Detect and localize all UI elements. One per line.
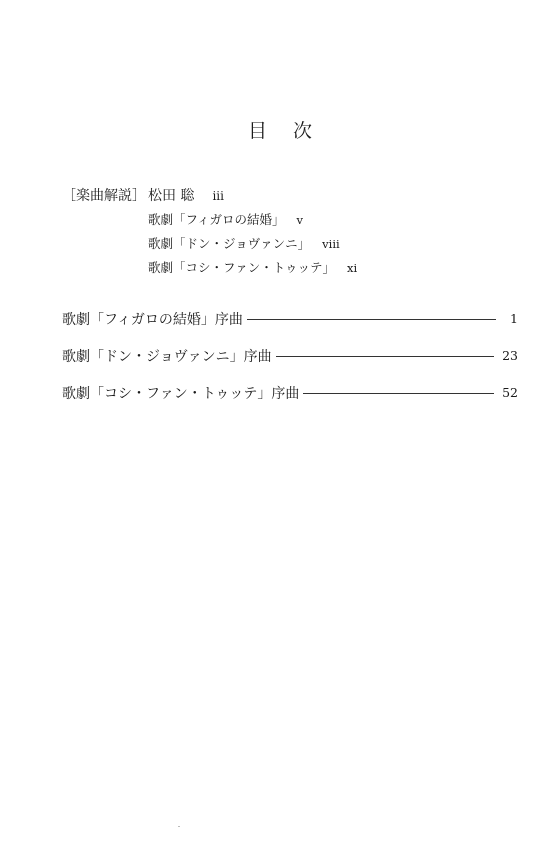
commentary-item[interactable] xyxy=(148,210,502,234)
commentary-item-title: 歌劇「コシ・ファン・トゥッテ」 xyxy=(148,260,335,275)
contents-entry-title: 歌劇「コシ・ファン・トゥッテ」序曲 xyxy=(62,385,300,402)
commentary-item-page: xi xyxy=(346,261,358,275)
commentary-item[interactable] xyxy=(148,234,502,258)
contents-entry-title: 歌劇「フィガロの結婚」序曲 xyxy=(62,311,243,328)
commentary-item[interactable] xyxy=(148,258,502,282)
commentary-header xyxy=(62,185,502,207)
leader-line xyxy=(303,393,494,394)
speck xyxy=(178,826,180,827)
commentary-item-page: v xyxy=(296,213,304,227)
commentary-label: ［楽曲解説］ xyxy=(62,188,146,204)
commentary-author: 松田 聡 xyxy=(148,188,195,204)
contents-list xyxy=(62,300,518,411)
commentary-item-title: 歌劇「フィガロの結婚」 xyxy=(148,212,285,227)
contents-entry[interactable] xyxy=(62,337,518,374)
leader-line xyxy=(247,319,496,320)
contents-entry[interactable] xyxy=(62,300,518,337)
page-title: 目次 xyxy=(247,120,338,142)
commentary-item-title: 歌劇「ドン・ジョヴァンニ」 xyxy=(148,236,311,251)
commentary-list xyxy=(148,210,502,282)
contents-entry-title: 歌劇「ドン・ジョヴァンニ」序曲 xyxy=(62,348,272,365)
contents-entry-page: 1 xyxy=(510,311,518,326)
leader-line xyxy=(276,356,495,357)
contents-entry[interactable] xyxy=(62,374,518,411)
contents-entry-page: 52 xyxy=(502,385,518,400)
contents-entry-page: 23 xyxy=(502,348,518,363)
commentary-page-number: iii xyxy=(212,189,224,203)
commentary-section xyxy=(62,185,502,282)
commentary-item-page: viii xyxy=(322,237,340,251)
